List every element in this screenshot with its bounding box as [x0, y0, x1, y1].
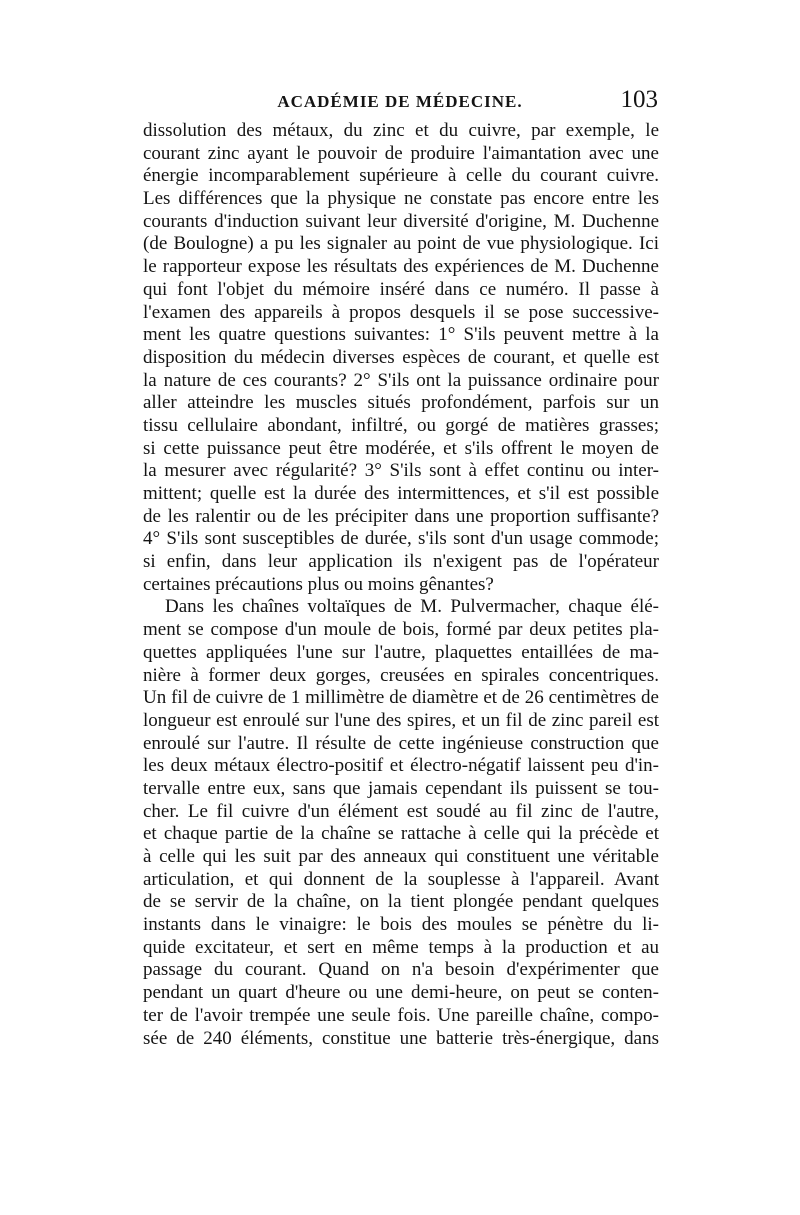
text-line: et chaque partie de la chaîne se rattache à celle qui la précède et: [143, 823, 659, 845]
text-line: de se servir de la chaîne, on la tient plongée pendant quelques: [143, 891, 659, 913]
text-line: sée de 240 éléments, constitue une batterie très-énergique, dans: [143, 1027, 659, 1049]
text-line: ment les quatre questions suivantes: 1° S'ils peuvent mettre à la: [143, 324, 659, 346]
text-line: cher. Le fil cuivre d'un élément est soudé au fil zinc de l'autre,: [143, 800, 659, 822]
text-line: Un fil de cuivre de 1 millimètre de diamètre et de 26 centimètres de: [143, 687, 659, 709]
text-line: de les ralentir ou de les précipiter dans une proportion suffisante?: [143, 505, 659, 527]
text-line: longueur est enroulé sur l'une des spires, et un fil de zinc pareil est: [143, 709, 659, 731]
text-line: le rapporteur expose les résultats des expériences de M. Duchenne: [143, 256, 659, 278]
text-line: nière à former deux gorges, creusées en spirales concentriques.: [143, 664, 659, 686]
running-head: [140, 88, 660, 118]
body-text: [143, 120, 659, 1050]
text-line: la nature de ces courants? 2° S'ils ont la puissance ordinaire pour: [143, 369, 659, 391]
text-line: tervalle entre eux, sans que jamais cependant ils puissent se tou-: [143, 777, 659, 799]
text-line: courants d'induction suivant leur diversité d'origine, M. Duchenne: [143, 210, 659, 232]
page-number: 103: [620, 86, 658, 113]
text-line: enroulé sur l'autre. Il résulte de cette ingénieuse construction que: [143, 732, 659, 754]
text-line: les deux métaux électro-positif et électro-négatif laissent peu d'in-: [143, 755, 659, 777]
text-line: articulation, et qui donnent de la souplesse à l'appareil. Avant: [143, 868, 659, 890]
text-line: quide excitateur, et sert en même temps à la production et au: [143, 936, 659, 958]
text-line: la mesurer avec régularité? 3° S'ils sont à effet continu ou inter-: [143, 460, 659, 482]
text-line: disposition du médecin diverses espèces de courant, et quelle est: [143, 346, 659, 368]
text-line: quettes appliquées l'une sur l'autre, plaquettes entaillées de ma-: [143, 641, 659, 663]
text-line: l'examen des appareils à propos desquels il se pose successive-: [143, 301, 659, 323]
text-line: dissolution des métaux, du zinc et du cuivre, par exemple, le: [143, 120, 659, 141]
text-line: 4° S'ils sont susceptibles de durée, s'ils sont d'un usage commode;: [143, 528, 659, 550]
text-line: aller atteindre les muscles situés profondément, parfois sur un: [143, 392, 659, 414]
header-title: ACADÉMIE DE MÉDECINE.: [277, 92, 523, 111]
text-line: qui font l'objet du mémoire inséré dans ce numéro. Il passe à: [143, 278, 659, 300]
text-line: courant zinc ayant le pouvoir de produire l'aimantation avec une: [143, 142, 659, 164]
text-line: passage du courant. Quand on n'a besoin d'expérimenter que: [143, 959, 659, 981]
text-line: certaines précautions plus ou moins gênantes?: [143, 573, 494, 595]
text-line: ter de l'avoir trempée une seule fois. Une pareille chaîne, compo-: [143, 1004, 659, 1026]
text-line: si enfin, dans leur application ils n'exigent pas de l'opérateur: [143, 551, 659, 573]
text-line: Dans les chaînes voltaïques de M. Pulvermacher, chaque élé-: [165, 596, 659, 618]
text-line: si cette puissance peut être modérée, et s'ils offrent le moyen de: [143, 437, 659, 459]
text-line: pendant un quart d'heure ou une demi-heure, on peut se conten-: [143, 982, 659, 1004]
text-line: Les différences que la physique ne constate pas encore entre les: [143, 188, 659, 210]
text-line: tissu cellulaire abondant, infiltré, ou gorgé de matières grasses;: [143, 414, 659, 436]
text-line: mittent; quelle est la durée des intermittences, et s'il est possible: [143, 483, 659, 504]
text-line: (de Boulogne) a pu les signaler au point de vue physiologique. Ici: [143, 233, 659, 255]
text-line: ment se compose d'un moule de bois, formé par deux petites pla-: [143, 619, 659, 641]
text-line: à celle qui les suit par des anneaux qui constituent une véritable: [143, 846, 659, 867]
text-line: énergie incomparablement supérieure à celle du courant cuivre.: [143, 165, 659, 187]
text-line: instants dans le vinaigre: le bois des moules se pénètre du li-: [143, 914, 659, 936]
